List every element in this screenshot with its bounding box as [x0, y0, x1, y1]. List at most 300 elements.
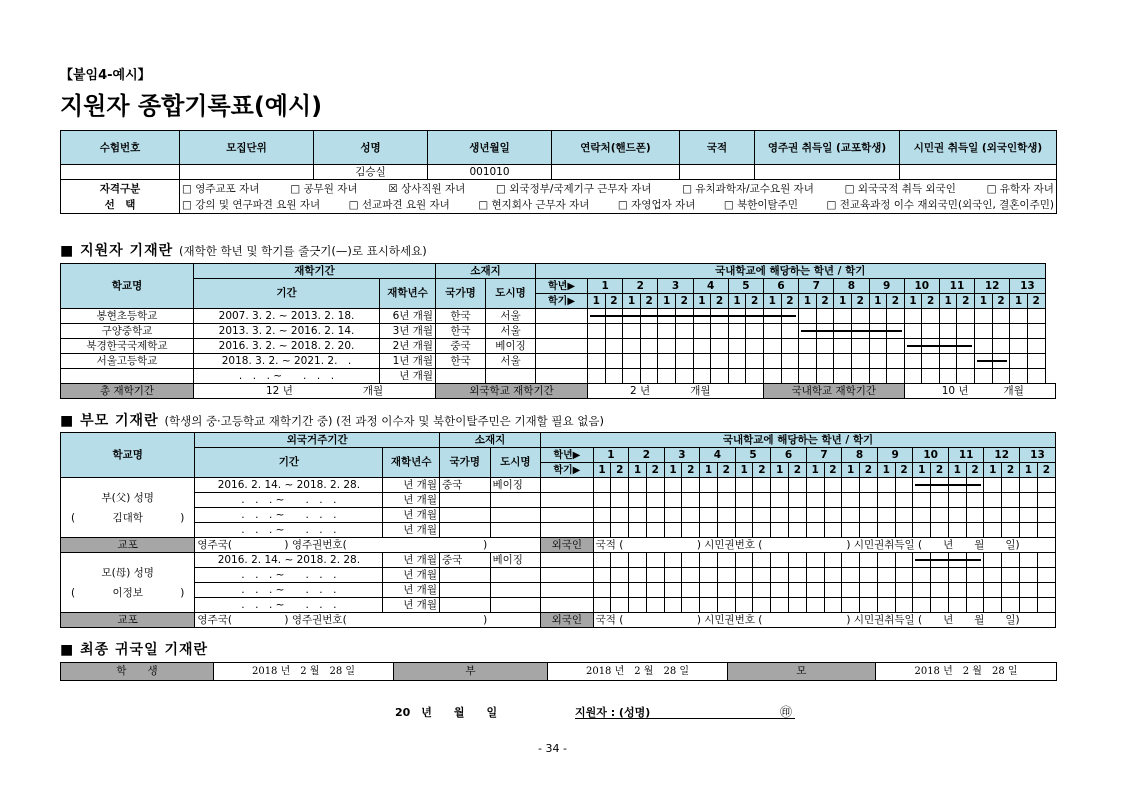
domestic-unit: 개월 [1003, 384, 1024, 397]
semester-cell [728, 309, 746, 324]
semester-cell [640, 309, 658, 324]
semester-cell [629, 493, 647, 508]
semester-cell [711, 354, 729, 369]
semester-cell [842, 508, 860, 523]
domestic-period-label: 국내학교 재학기간 [763, 384, 904, 399]
semester-cell [913, 553, 931, 568]
semester-number: 2 [957, 294, 975, 309]
city-header: 도시명 [486, 279, 536, 309]
city: 서울 [486, 309, 536, 324]
foreigner-info: 국적 ( ) 시민권번호 ( ) 시민권취득일 ( 년 월 일) [593, 538, 1055, 553]
semester-cell [1019, 583, 1037, 598]
semester-cell [806, 508, 824, 523]
info-header-7: 시민권 취득일 (외국인학생) [900, 131, 1057, 165]
semester-cell [1010, 324, 1028, 339]
grade-number: 9 [877, 448, 913, 463]
total-unit: 개월 [362, 384, 384, 397]
semester-label: 학기▶ [536, 294, 588, 309]
paren-close: ) [180, 511, 185, 524]
semester-cell [869, 309, 887, 324]
semester-cell [789, 523, 807, 538]
semester-cell [682, 508, 700, 523]
semester-cell [789, 493, 807, 508]
semester-cell [966, 478, 984, 493]
semester-cell [664, 598, 682, 613]
semester-cell [931, 493, 949, 508]
attendance-line [781, 315, 796, 317]
residence-years: 년 개월 [383, 583, 440, 598]
semester-number: 1 [763, 294, 781, 309]
semester-cell [753, 598, 771, 613]
semester-cell [887, 339, 905, 354]
semester-cell [763, 354, 781, 369]
semester-cell [842, 598, 860, 613]
semester-cell [913, 478, 931, 493]
semester-cell [816, 354, 834, 369]
semester-cell [771, 553, 789, 568]
semester-cell [984, 493, 1002, 508]
page-title: 지원자 종합기록표(예시) [60, 92, 323, 120]
semester-number: 2 [675, 294, 693, 309]
grade-number: 8 [842, 448, 878, 463]
grade-number: 9 [869, 279, 904, 294]
info-header-6: 영주권 취득일 (교포학생) [755, 131, 900, 165]
page-number: - 34 - [538, 742, 567, 755]
semester-cell [717, 553, 735, 568]
semester-cell [763, 309, 781, 324]
mother-name-cell [61, 553, 195, 613]
info-header-row [61, 131, 1057, 165]
semester-cell [931, 568, 949, 583]
qualification-option: □ 선교파견 요원 자녀 [348, 198, 450, 211]
attendance-line [869, 330, 887, 332]
semester-cell [611, 493, 629, 508]
city [490, 598, 541, 613]
semester-cell [948, 583, 966, 598]
semester-number: 2 [646, 463, 664, 478]
spacer-cell [536, 369, 588, 384]
city: 베이징 [490, 478, 541, 493]
semester-cell [789, 598, 807, 613]
semester-cell [735, 583, 753, 598]
semester-cell [948, 478, 966, 493]
semester-cell [1002, 493, 1020, 508]
country [439, 523, 490, 538]
semester-cell [658, 369, 676, 384]
total-years: 12 년 [266, 384, 293, 397]
attendance-line [801, 330, 816, 332]
semester-cell [664, 568, 682, 583]
semester-number: 1 [806, 463, 824, 478]
semester-cell [806, 583, 824, 598]
semester-cell [922, 354, 940, 369]
section2-table-wrap [60, 432, 1056, 628]
grade-number: 12 [984, 448, 1020, 463]
semester-cell [877, 508, 895, 523]
attendance-line [931, 559, 949, 561]
semester-number: 2 [611, 463, 629, 478]
attendance-line [675, 315, 693, 317]
info-value-6 [755, 165, 900, 180]
parent-residence-table [60, 432, 1056, 628]
semester-cell [664, 523, 682, 538]
qualification-option: ☒ 상사직원 자녀 [388, 182, 466, 195]
father-name: 김대학 [112, 511, 143, 524]
spacer-cell [541, 553, 594, 568]
info-value-row [61, 165, 1057, 180]
semester-cell [842, 568, 860, 583]
city [490, 493, 541, 508]
attendance-line [922, 345, 940, 347]
semester-cell [753, 553, 771, 568]
semester-cell [904, 354, 922, 369]
semester-number: 1 [984, 463, 1002, 478]
parent-row [61, 508, 1056, 523]
city: 서울 [486, 354, 536, 369]
qualification-option: □ 영주교포 자녀 [182, 182, 260, 195]
semester-cell [860, 478, 878, 493]
attendance-line [948, 484, 966, 486]
semester-cell [869, 324, 887, 339]
semester-cell [939, 369, 957, 384]
semester-cell [887, 369, 905, 384]
attendance-line [816, 330, 834, 332]
spacer-cell [541, 478, 594, 493]
semester-number: 1 [939, 294, 957, 309]
semester-cell [611, 523, 629, 538]
semester-cell [992, 324, 1010, 339]
semester-cell [948, 553, 966, 568]
grade-number: 11 [939, 279, 974, 294]
semester-number: 2 [640, 294, 658, 309]
spacer-cell [536, 309, 588, 324]
grade-label: 학년▶ [536, 279, 588, 294]
school-row [61, 369, 1056, 384]
semester-cell [605, 309, 623, 324]
study-period: 2018. 3. 2. ~ 2021. 2. . [194, 354, 380, 369]
semester-cell [824, 583, 842, 598]
semester-cell [640, 354, 658, 369]
semester-number: 1 [975, 294, 993, 309]
semester-number: 2 [753, 463, 771, 478]
residence-years: 년 개월 [383, 508, 440, 523]
semester-cell [895, 568, 913, 583]
grade-number: 13 [1019, 448, 1055, 463]
semester-cell [860, 523, 878, 538]
semester-cell [1019, 508, 1037, 523]
semester-number: 1 [842, 463, 860, 478]
country-header: 국가명 [439, 448, 490, 478]
info-value-3: 001010 [428, 165, 552, 180]
spacer-cell [536, 339, 588, 354]
semester-cell [611, 478, 629, 493]
footer-signature-line [575, 718, 795, 719]
semester-cell [869, 339, 887, 354]
info-value-4 [552, 165, 680, 180]
grade-number: 2 [629, 448, 665, 463]
study-years: 2년 개월 [380, 339, 436, 354]
semester-cell [700, 598, 718, 613]
semester-cell [992, 369, 1010, 384]
grade-number: 3 [658, 279, 693, 294]
semester-cell [1002, 568, 1020, 583]
section3-title: ■ 최종 귀국일 기재란 [60, 642, 209, 658]
semester-cell [992, 339, 1010, 354]
semester-cell [711, 339, 729, 354]
semester-cell [948, 523, 966, 538]
footer-seal: ㊞ [780, 705, 793, 719]
semester-cell [1037, 583, 1055, 598]
semester-number: 1 [799, 294, 817, 309]
semester-cell [611, 598, 629, 613]
section2-title: ■ 부모 기재란 (학생의 중·고등학교 재학기간 중) (전 과정 이수자 및 북한이탈주민은 기재할 필요 없음) [60, 413, 604, 429]
semester-number: 1 [588, 294, 606, 309]
semester-cell [834, 354, 852, 369]
attendance-line [907, 345, 922, 347]
semester-cell [957, 369, 975, 384]
residence-period: . . . ~ . . . [195, 598, 383, 613]
grade-number: 13 [1010, 279, 1045, 294]
semester-number: 1 [904, 294, 922, 309]
semester-cell [816, 339, 834, 354]
country: 중국 [439, 553, 490, 568]
city: 서울 [486, 324, 536, 339]
semester-cell [824, 493, 842, 508]
semester-cell [975, 324, 993, 339]
semester-cell [664, 508, 682, 523]
semester-number: 1 [593, 463, 611, 478]
semester-cell [1010, 339, 1028, 354]
domestic-period-value [904, 384, 1055, 399]
semester-cell [1037, 598, 1055, 613]
semester-cell [966, 568, 984, 583]
semester-cell [877, 478, 895, 493]
semester-cell [842, 553, 860, 568]
semester-cell [605, 354, 623, 369]
grade-number: 5 [735, 448, 771, 463]
semester-cell [1002, 598, 1020, 613]
semester-cell [664, 553, 682, 568]
semester-cell [646, 583, 664, 598]
semester-cell [842, 478, 860, 493]
semester-cell [640, 339, 658, 354]
semester-cell [895, 493, 913, 508]
semester-cell [588, 369, 606, 384]
attendance-line [915, 559, 930, 561]
parent-row [61, 478, 1056, 493]
semester-cell [1037, 478, 1055, 493]
info-header-1: 모집단위 [180, 131, 314, 165]
city: 베이징 [486, 339, 536, 354]
foreigner-info: 국적 ( ) 시민권번호 ( ) 시민권취득일 ( 년 월 일) [593, 613, 1055, 628]
semester-number: 1 [1010, 294, 1028, 309]
semester-cell [922, 324, 940, 339]
semester-cell [781, 354, 799, 369]
mother-status-row [61, 613, 1056, 628]
semester-cell [939, 309, 957, 324]
semester-cell [824, 523, 842, 538]
semester-cell [675, 369, 693, 384]
city [490, 583, 541, 598]
semester-cell [913, 583, 931, 598]
semester-cell [869, 354, 887, 369]
semester-cell [693, 324, 711, 339]
foreign-period-label: 외국학교 재학기간 [436, 384, 588, 399]
semester-cell [816, 324, 834, 339]
city [490, 508, 541, 523]
residence-period: . . . ~ . . . [195, 583, 383, 598]
qualification-option: □ 전교육과정 이수 재외국민(외국인, 결혼이주민) [826, 198, 1054, 211]
semester-cell [753, 508, 771, 523]
semester-cell [728, 339, 746, 354]
semester-cell [682, 598, 700, 613]
qualification-option: □ 유치과학자/교수요원 자녀 [682, 182, 814, 195]
school-name [61, 369, 194, 384]
semester-cell [735, 523, 753, 538]
semester-cell [913, 523, 931, 538]
semester-cell [887, 354, 905, 369]
semester-cell [851, 369, 869, 384]
semester-cell [763, 369, 781, 384]
semester-cell [629, 583, 647, 598]
info-header-2: 성명 [314, 131, 428, 165]
semester-cell [984, 523, 1002, 538]
semester-cell [700, 493, 718, 508]
semester-cell [877, 523, 895, 538]
qualification-options [180, 180, 1057, 214]
semester-cell [895, 598, 913, 613]
info-header-0: 수험번호 [61, 131, 180, 165]
semester-number: 2 [922, 294, 940, 309]
residence-years: 년 개월 [383, 568, 440, 583]
semester-cell [753, 583, 771, 598]
semester-cell [824, 478, 842, 493]
semester-cell [966, 523, 984, 538]
semester-number: 1 [913, 463, 931, 478]
semester-cell [717, 568, 735, 583]
semester-cell [753, 523, 771, 538]
semester-number: 1 [700, 463, 718, 478]
semester-cell [623, 309, 641, 324]
parent-row [61, 598, 1056, 613]
semester-number: 1 [1019, 463, 1037, 478]
semester-cell [824, 508, 842, 523]
paren-open: ( [71, 586, 76, 599]
semester-cell [860, 598, 878, 613]
father-name-cell [61, 478, 195, 538]
total-label: 총 재학기간 [61, 384, 194, 399]
semester-cell [789, 568, 807, 583]
country: 한국 [436, 354, 486, 369]
semester-cell [646, 568, 664, 583]
foreign-unit: 개월 [690, 384, 711, 397]
semester-cell [646, 553, 664, 568]
semester-cell [629, 508, 647, 523]
semester-cell [781, 339, 799, 354]
semester-cell [746, 354, 764, 369]
grade-number: 7 [806, 448, 842, 463]
semester-cell [646, 478, 664, 493]
period-header: 기간 [194, 279, 380, 309]
attendance-line [939, 345, 957, 347]
semester-cell [693, 369, 711, 384]
semester-cell [700, 478, 718, 493]
attendance-line [834, 330, 852, 332]
semester-cell [789, 583, 807, 598]
info-header-5: 국적 [680, 131, 755, 165]
period-group-header: 재학기간 [194, 264, 436, 279]
qualification-option: □ 자영업자 자녀 [617, 198, 696, 211]
semester-cell [593, 478, 611, 493]
school-name: 봉현초등학교 [61, 309, 194, 324]
semester-number: 1 [735, 463, 753, 478]
semester-number: 1 [728, 294, 746, 309]
attendance-line [746, 315, 764, 317]
semester-cell [711, 324, 729, 339]
semester-cell [682, 523, 700, 538]
semester-cell [640, 369, 658, 384]
semester-cell [753, 478, 771, 493]
semester-cell [824, 568, 842, 583]
kyopo-info: 영주국( ) 영주권번호( ) [195, 613, 541, 628]
semester-cell [771, 508, 789, 523]
semester-cell [588, 354, 606, 369]
semester-number: 1 [834, 294, 852, 309]
semester-number: 1 [658, 294, 676, 309]
return-father-date: 2018 년 2 월 28 일 [548, 663, 728, 681]
semester-cell [975, 369, 993, 384]
study-years: 6년 개월 [380, 309, 436, 324]
semester-cell [664, 583, 682, 598]
semester-cell [948, 493, 966, 508]
semester-number: 2 [860, 463, 878, 478]
attendance-line [977, 360, 992, 362]
semester-cell [753, 493, 771, 508]
semester-cell [1019, 493, 1037, 508]
semester-cell [877, 568, 895, 583]
semester-cell [887, 309, 905, 324]
father-status-row [61, 538, 1056, 553]
semester-number: 1 [948, 463, 966, 478]
paren-close: ) [180, 586, 185, 599]
info-value-0 [61, 165, 180, 180]
semester-cell [834, 309, 852, 324]
semester-cell [789, 508, 807, 523]
semester-cell [799, 324, 817, 339]
school-row [61, 324, 1056, 339]
semester-cell [966, 553, 984, 568]
semester-cell [834, 339, 852, 354]
semester-cell [931, 508, 949, 523]
semester-cell [700, 583, 718, 598]
semester-cell [904, 369, 922, 384]
semester-cell [913, 598, 931, 613]
attendance-line [590, 315, 605, 317]
semester-cell [860, 583, 878, 598]
semester-cell [799, 354, 817, 369]
semester-cell [922, 339, 940, 354]
city [490, 568, 541, 583]
grade-number: 10 [913, 448, 949, 463]
total-period-row [61, 384, 1056, 399]
semester-cell [860, 508, 878, 523]
school-header: 학교명 [61, 264, 194, 309]
semester-cell [664, 493, 682, 508]
semester-cell [717, 523, 735, 538]
semester-cell [957, 324, 975, 339]
semester-cell [658, 309, 676, 324]
semester-cell [658, 324, 676, 339]
